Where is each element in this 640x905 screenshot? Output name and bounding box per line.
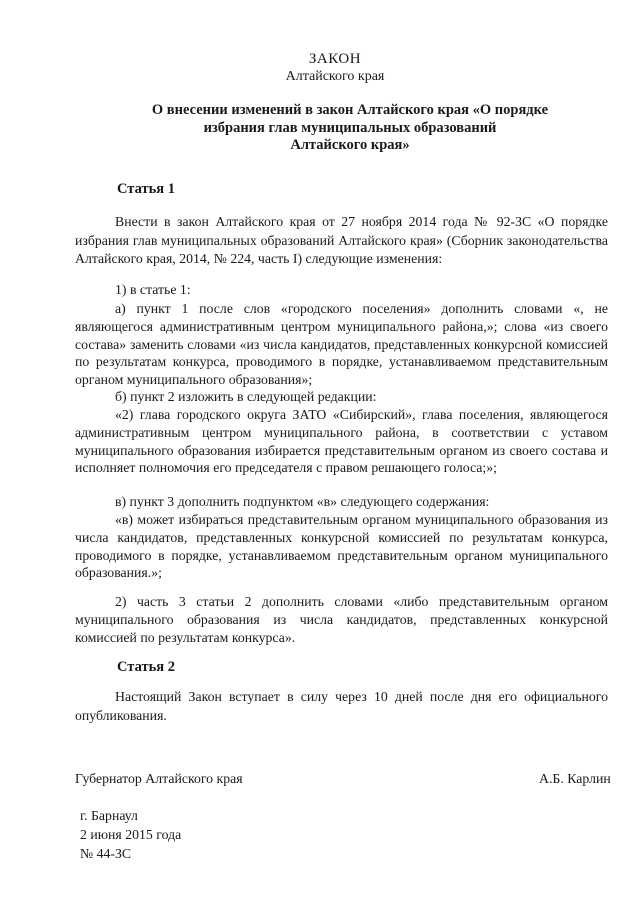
article-1-item-1b-text: «2) глава городского округа ЗАТО «Сибирский», глава поселения, являющегося административным центром муниципального района, в соответствии с уставом муниципального образования избирается представительным органом из своего состава и исполняет полномочия его председателя с правом решающего голоса;»; [75, 407, 608, 476]
article-1-heading: Статья 1 [117, 181, 175, 197]
article-2-heading: Статья 2 [117, 659, 175, 675]
article-1-item-1: 1) в статье 1: [115, 282, 191, 297]
document-city: г. Барнаул [80, 808, 138, 823]
signature-name: А.Б. Карлин [539, 771, 611, 786]
document-title [120, 102, 580, 155]
document-title-line: избрания глав муниципальных образований [203, 119, 497, 136]
article-1-item-2: 2) часть 3 статьи 2 дополнить словами «либо представительным органом муниципального образования из числа кандидатов, представленных конкурсной комиссией по результатам конкурса». [75, 594, 608, 645]
article-1-item-1a: а) пункт 1 после слов «городского поселения» дополнить словами «, не являющегося административным центром муниципального района,»; слова «из своего состава» заменить словами «из числа кандидатов, представленных конкурсной комиссией по результатам конкурса, проводимого в порядке, устанавливаемом представительным органом муниципального образования»; [75, 301, 608, 388]
signature-position: Губернатор Алтайского края [75, 771, 243, 786]
document-number: № 44-ЗС [80, 846, 132, 861]
document-title-line: О внесении изменений в закон Алтайского края «О порядке [151, 102, 549, 118]
article-1-item-1b: б) пункт 2 изложить в следующей редакции: [115, 389, 377, 404]
document-title-line: Алтайского края» [290, 137, 410, 153]
document-date: 2 июня 2015 года [80, 827, 182, 842]
article-1-item-1c: в) пункт 3 дополнить подпунктом «в» следующего содержания: [115, 494, 490, 509]
document-region: Алтайского края [285, 69, 385, 84]
document-place-block [80, 806, 181, 863]
article-1-item-1c-text: «в) может избираться представительным органом муниципального образования из числа кандидатов, представленных конкурсной комиссией по результатам конкурса, проводимого в порядке, устанавливаемом представительным органом муниципального образования.»; [75, 512, 608, 581]
article-1-intro: Внести в закон Алтайского края от 27 ноября 2014 года № 92-ЗС «О порядке избрания глав муниципальных образований Алтайского края» (Сборник законодательства Алтайского края, 2014, № 224, часть I) следующие изменения: [75, 214, 608, 266]
document-type: ЗАКОН [308, 51, 362, 67]
article-2-text: Настоящий Закон вступает в силу через 10 дней после дня его официального опубликования. [75, 689, 608, 723]
